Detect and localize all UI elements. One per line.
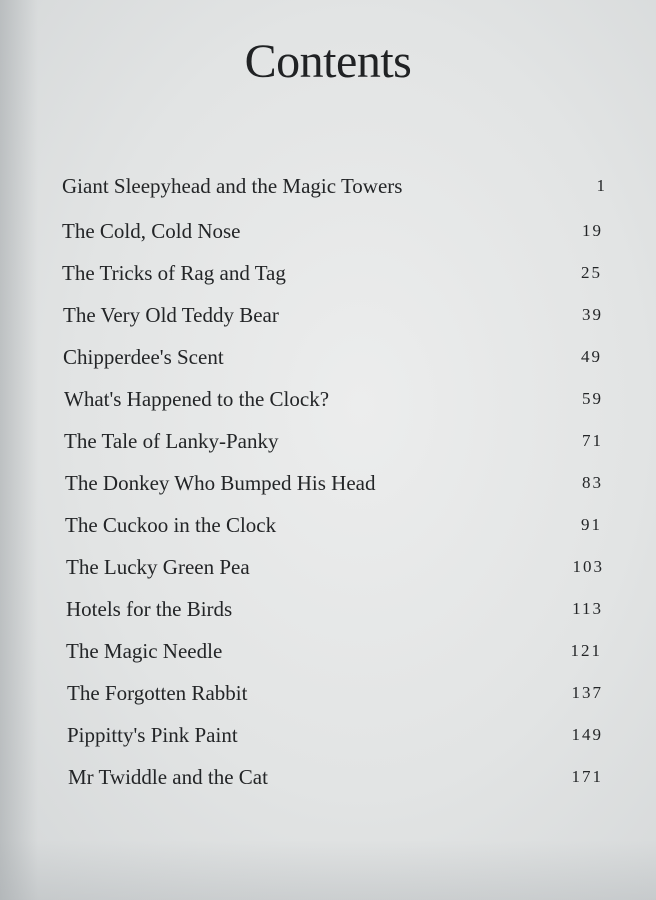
- toc-entry-page: 137: [571, 683, 603, 702]
- toc-entry-page: 113: [572, 599, 603, 618]
- toc-entry-page: 19: [582, 221, 603, 240]
- toc-entry-page: 149: [571, 725, 603, 744]
- toc-entry-page: 25: [581, 263, 602, 282]
- toc-entry-title: The Lucky Green Pea: [66, 554, 250, 579]
- toc-entry: [64, 420, 603, 462]
- toc-entry: [66, 630, 602, 672]
- toc-entry-page: 71: [582, 431, 603, 450]
- toc-entry-title: Mr Twiddle and the Cat: [68, 764, 268, 789]
- toc-entry: [66, 588, 603, 630]
- toc-entry: [64, 378, 603, 420]
- toc-entry-page: 171: [571, 767, 603, 786]
- toc-entry-page: 83: [582, 473, 603, 492]
- toc-entry: [66, 546, 604, 588]
- toc-entry: [63, 294, 603, 336]
- toc-entry: [62, 252, 602, 294]
- toc-entry-page: 121: [570, 641, 602, 660]
- toc-entry-title: The Very Old Teddy Bear: [63, 302, 279, 327]
- toc-entry: [65, 504, 602, 546]
- toc-entry-title: The Donkey Who Bumped His Head: [65, 470, 376, 495]
- toc-entry-page: 59: [582, 389, 603, 408]
- toc-entry-title: The Forgotten Rabbit: [67, 680, 248, 705]
- toc-entry: [62, 210, 603, 252]
- toc-entry-title: The Cuckoo in the Clock: [65, 512, 277, 537]
- page-shadow-bottom: [0, 840, 656, 900]
- toc-entry-title: The Magic Needle: [66, 638, 223, 663]
- toc-entry-title: The Cold, Cold Nose: [62, 218, 241, 243]
- toc-entry: [62, 165, 607, 207]
- toc-entry: [67, 672, 603, 714]
- toc-entry-title: Giant Sleepyhead and the Magic Towers: [62, 173, 403, 198]
- toc-entry-page: 91: [581, 515, 602, 534]
- toc-entry-title: The Tale of Lanky-Panky: [64, 428, 279, 453]
- toc-entry-page: 103: [572, 557, 604, 576]
- toc-entry: [67, 714, 603, 756]
- page-shadow: [0, 0, 38, 900]
- toc-entry-page: 49: [581, 347, 602, 366]
- toc-entry: [63, 336, 602, 378]
- toc-entry-page: 39: [582, 305, 603, 324]
- page-title: Contents: [244, 35, 412, 88]
- toc-entry-title: Hotels for the Birds: [66, 596, 233, 621]
- toc-entry-title: Pippitty's Pink Paint: [67, 722, 238, 747]
- toc-entry-title: Chipperdee's Scent: [63, 344, 224, 369]
- toc-entry-page: 1: [596, 176, 607, 195]
- toc-entry-title: The Tricks of Rag and Tag: [62, 260, 286, 285]
- toc-entry: [68, 756, 603, 798]
- toc-entry: [65, 462, 603, 504]
- toc-entry-title: What's Happened to the Clock?: [64, 386, 330, 411]
